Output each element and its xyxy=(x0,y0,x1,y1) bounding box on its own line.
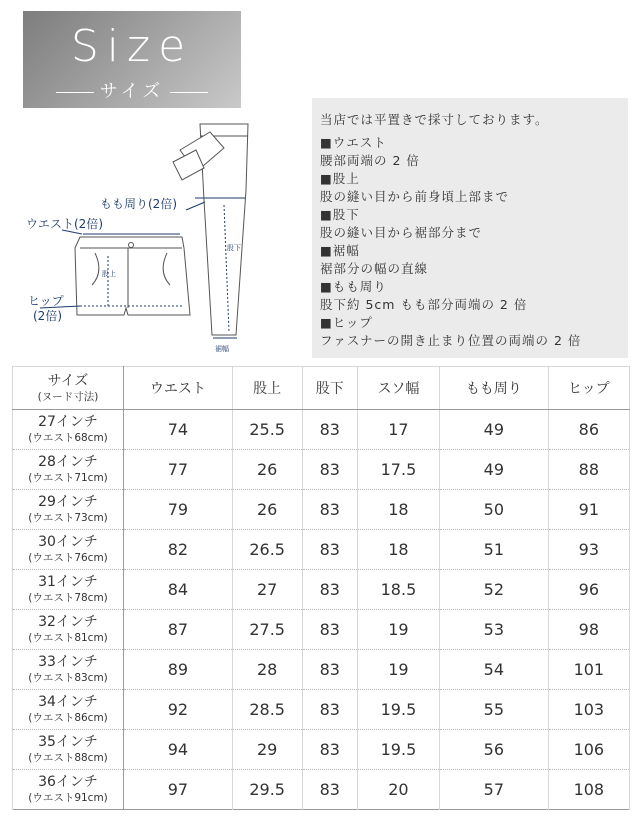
header-waist: ウエスト xyxy=(124,367,233,410)
cell-thigh: 54 xyxy=(439,650,548,690)
header-inseam: 股下 xyxy=(302,367,357,410)
size-nude: (ウエスト81cm) xyxy=(28,632,108,644)
cell-inseam: 83 xyxy=(302,450,357,490)
size-inch: 31インチ xyxy=(38,574,98,590)
cell-waist: 77 xyxy=(124,450,233,490)
size-cell xyxy=(13,450,124,490)
pants-front-illustration xyxy=(75,237,190,315)
size-cell xyxy=(13,650,124,690)
notes-thigh-text: 股下約 5cm もも部分両端の 2 倍 xyxy=(320,297,528,312)
cell-hip: 93 xyxy=(548,530,629,570)
cell-inseam: 83 xyxy=(302,690,357,730)
cell-rise: 27.5 xyxy=(232,610,302,650)
cell-rise: 25.5 xyxy=(232,410,302,450)
table-row xyxy=(13,530,630,570)
size-cell xyxy=(13,690,124,730)
label-hip-x2: (2倍) xyxy=(33,309,62,323)
notes-waist-text: 腰部両端の 2 倍 xyxy=(320,153,420,168)
title-main: Size xyxy=(70,21,194,72)
size-cell xyxy=(13,730,124,770)
size-nude: (ウエスト68cm) xyxy=(28,432,108,444)
header-hem: スソ幅 xyxy=(357,367,439,410)
label-thigh: もも周り(2倍) xyxy=(100,197,177,211)
cell-hem: 19.5 xyxy=(357,730,439,770)
cell-inseam: 83 xyxy=(302,770,357,810)
cell-hip: 101 xyxy=(548,650,629,690)
title-rule-left xyxy=(56,92,94,93)
notes-rise-heading: ■股上 xyxy=(320,171,360,186)
size-inch: 30インチ xyxy=(38,534,98,550)
cell-thigh: 55 xyxy=(439,690,548,730)
cell-rise: 26.5 xyxy=(232,530,302,570)
notes-hem-heading: ■裾幅 xyxy=(320,243,360,258)
table-row xyxy=(13,690,630,730)
cell-hem: 17 xyxy=(357,410,439,450)
cell-hip: 106 xyxy=(548,730,629,770)
table-row xyxy=(13,610,630,650)
notes-hip-text: ファスナーの開き止まり位置の両端の 2 倍 xyxy=(320,333,582,348)
table-row xyxy=(13,770,630,810)
cell-hip: 96 xyxy=(548,570,629,610)
cell-waist: 74 xyxy=(124,410,233,450)
cell-inseam: 83 xyxy=(302,530,357,570)
pants-measurement-diagram xyxy=(0,110,312,360)
cell-waist: 84 xyxy=(124,570,233,610)
header-size xyxy=(13,367,124,410)
cell-hem: 17.5 xyxy=(357,450,439,490)
size-title-banner xyxy=(23,11,241,108)
notes-inseam-heading: ■股下 xyxy=(320,207,360,222)
cell-inseam: 83 xyxy=(302,650,357,690)
size-nude: (ウエスト91cm) xyxy=(28,792,108,804)
size-nude: (ウエスト78cm) xyxy=(28,592,108,604)
cell-rise: 28 xyxy=(232,650,302,690)
cell-hem: 20 xyxy=(357,770,439,810)
cell-rise: 29 xyxy=(232,730,302,770)
table-row xyxy=(13,450,630,490)
notes-inseam-text: 股の縫い目から裾部分まで xyxy=(320,225,483,240)
table-header-row xyxy=(13,367,630,410)
size-cell xyxy=(13,610,124,650)
size-nude: (ウエスト73cm) xyxy=(28,512,108,524)
label-waist: ウエスト(2倍) xyxy=(26,217,103,231)
cell-waist: 82 xyxy=(124,530,233,570)
table-row xyxy=(13,730,630,770)
size-inch: 28インチ xyxy=(38,454,98,470)
cell-hip: 91 xyxy=(548,490,629,530)
size-nude: (ウエスト76cm) xyxy=(28,552,108,564)
cell-thigh: 52 xyxy=(439,570,548,610)
cell-inseam: 83 xyxy=(302,410,357,450)
notes-hip-heading: ■ヒップ xyxy=(320,315,373,330)
cell-waist: 87 xyxy=(124,610,233,650)
cell-hip: 86 xyxy=(548,410,629,450)
size-cell xyxy=(13,570,124,610)
measurement-notes xyxy=(312,98,628,358)
size-inch: 33インチ xyxy=(38,654,98,670)
notes-hem-text: 裾部分の幅の直線 xyxy=(320,261,429,276)
cell-rise: 27 xyxy=(232,570,302,610)
size-cell xyxy=(13,490,124,530)
size-inch: 36インチ xyxy=(38,774,98,790)
cell-hem: 19 xyxy=(357,610,439,650)
cell-thigh: 49 xyxy=(439,450,548,490)
size-inch: 32インチ xyxy=(38,614,98,630)
header-size-label: サイズ xyxy=(47,372,89,389)
label-inseam: 股下 xyxy=(227,244,241,252)
cell-hip: 103 xyxy=(548,690,629,730)
cell-inseam: 83 xyxy=(302,730,357,770)
cell-waist: 79 xyxy=(124,490,233,530)
cell-waist: 92 xyxy=(124,690,233,730)
cell-thigh: 57 xyxy=(439,770,548,810)
size-nude: (ウエスト83cm) xyxy=(28,672,108,684)
title-sub-text: サイズ xyxy=(99,81,165,102)
title-sub xyxy=(23,77,241,103)
size-nude: (ウエスト88cm) xyxy=(28,752,108,764)
size-inch: 29インチ xyxy=(38,494,98,510)
size-cell xyxy=(13,410,124,450)
notes-rise-text: 股の縫い目から前身頃上部まで xyxy=(320,189,510,204)
cell-hem: 19 xyxy=(357,650,439,690)
size-nude: (ウエスト71cm) xyxy=(28,472,108,484)
cell-rise: 28.5 xyxy=(232,690,302,730)
cell-rise: 29.5 xyxy=(232,770,302,810)
label-hem: 裾幅 xyxy=(215,345,229,353)
cell-waist: 94 xyxy=(124,730,233,770)
cell-rise: 26 xyxy=(232,490,302,530)
table-row xyxy=(13,570,630,610)
cell-inseam: 83 xyxy=(302,610,357,650)
size-cell xyxy=(13,770,124,810)
notes-thigh-heading: ■もも周り xyxy=(320,279,387,294)
header-thigh: もも周り xyxy=(439,367,548,410)
cell-inseam: 83 xyxy=(302,570,357,610)
cell-hem: 18 xyxy=(357,490,439,530)
table-row xyxy=(13,410,630,450)
size-cell xyxy=(13,530,124,570)
cell-thigh: 50 xyxy=(439,490,548,530)
table-row xyxy=(13,490,630,530)
label-hip: ヒップ xyxy=(28,294,64,308)
cell-hem: 18 xyxy=(357,530,439,570)
cell-waist: 89 xyxy=(124,650,233,690)
cell-inseam: 83 xyxy=(302,490,357,530)
cell-thigh: 56 xyxy=(439,730,548,770)
notes-intro: 当店では平置きで採寸しております。 xyxy=(320,112,549,127)
cell-hip: 108 xyxy=(548,770,629,810)
size-inch: 35インチ xyxy=(38,734,98,750)
table-row xyxy=(13,650,630,690)
cell-hip: 98 xyxy=(548,610,629,650)
cell-thigh: 53 xyxy=(439,610,548,650)
size-nude: (ウエスト86cm) xyxy=(28,712,108,724)
size-inch: 34インチ xyxy=(38,694,98,710)
cell-rise: 26 xyxy=(232,450,302,490)
label-rise: 股上 xyxy=(102,270,116,278)
header-rise: 股上 xyxy=(232,367,302,410)
size-table xyxy=(12,366,630,810)
cell-waist: 97 xyxy=(124,770,233,810)
title-rule-right xyxy=(170,92,208,93)
header-hip: ヒップ xyxy=(548,367,629,410)
cell-hip: 88 xyxy=(548,450,629,490)
cell-thigh: 51 xyxy=(439,530,548,570)
size-inch: 27インチ xyxy=(38,414,98,430)
header-size-sub: (ヌード寸法) xyxy=(37,390,99,403)
cell-hem: 19.5 xyxy=(357,690,439,730)
notes-waist-heading: ■ウエスト xyxy=(320,135,387,150)
cell-hem: 18.5 xyxy=(357,570,439,610)
cell-thigh: 49 xyxy=(439,410,548,450)
